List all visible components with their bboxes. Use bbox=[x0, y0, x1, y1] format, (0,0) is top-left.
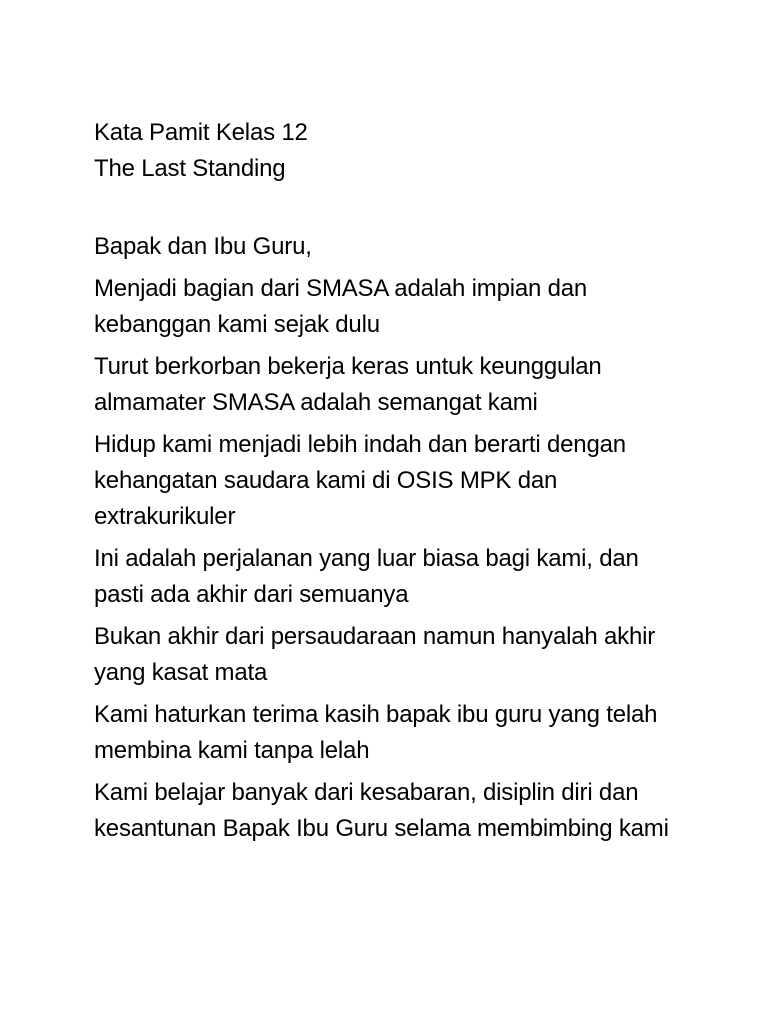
paragraph: Kami belajar banyak dari kesabaran, disiplin diri dan kesantunan Bapak Ibu Guru selama membimbing kami bbox=[94, 779, 669, 842]
paragraph: Menjadi bagian dari SMASA adalah impian dan kebanggan kami sejak dulu bbox=[94, 275, 588, 338]
document-body bbox=[94, 115, 694, 853]
paragraph: Ini adalah perjalanan yang luar biasa bagi kami, dan pasti ada akhir dari semuanya bbox=[94, 545, 639, 608]
paragraph: Turut berkorban bekerja keras untuk keunggulan almamater SMASA adalah semangat kami bbox=[94, 353, 602, 416]
paragraph: Kami haturkan terima kasih bapak ibu guru yang telah membina kami tanpa lelah bbox=[94, 701, 658, 764]
document-title: Kata Pamit Kelas 12 bbox=[94, 119, 308, 146]
paragraph: Bukan akhir dari persaudaraan namun hanyalah akhir yang kasat mata bbox=[94, 623, 656, 686]
paragraph: Hidup kami menjadi lebih indah dan berarti dengan kehangatan saudara kami di OSIS MPK dan extrakurikuler bbox=[94, 431, 626, 530]
paragraph-greeting: Bapak dan Ibu Guru, bbox=[94, 233, 312, 260]
document-subtitle: The Last Standing bbox=[94, 155, 286, 182]
